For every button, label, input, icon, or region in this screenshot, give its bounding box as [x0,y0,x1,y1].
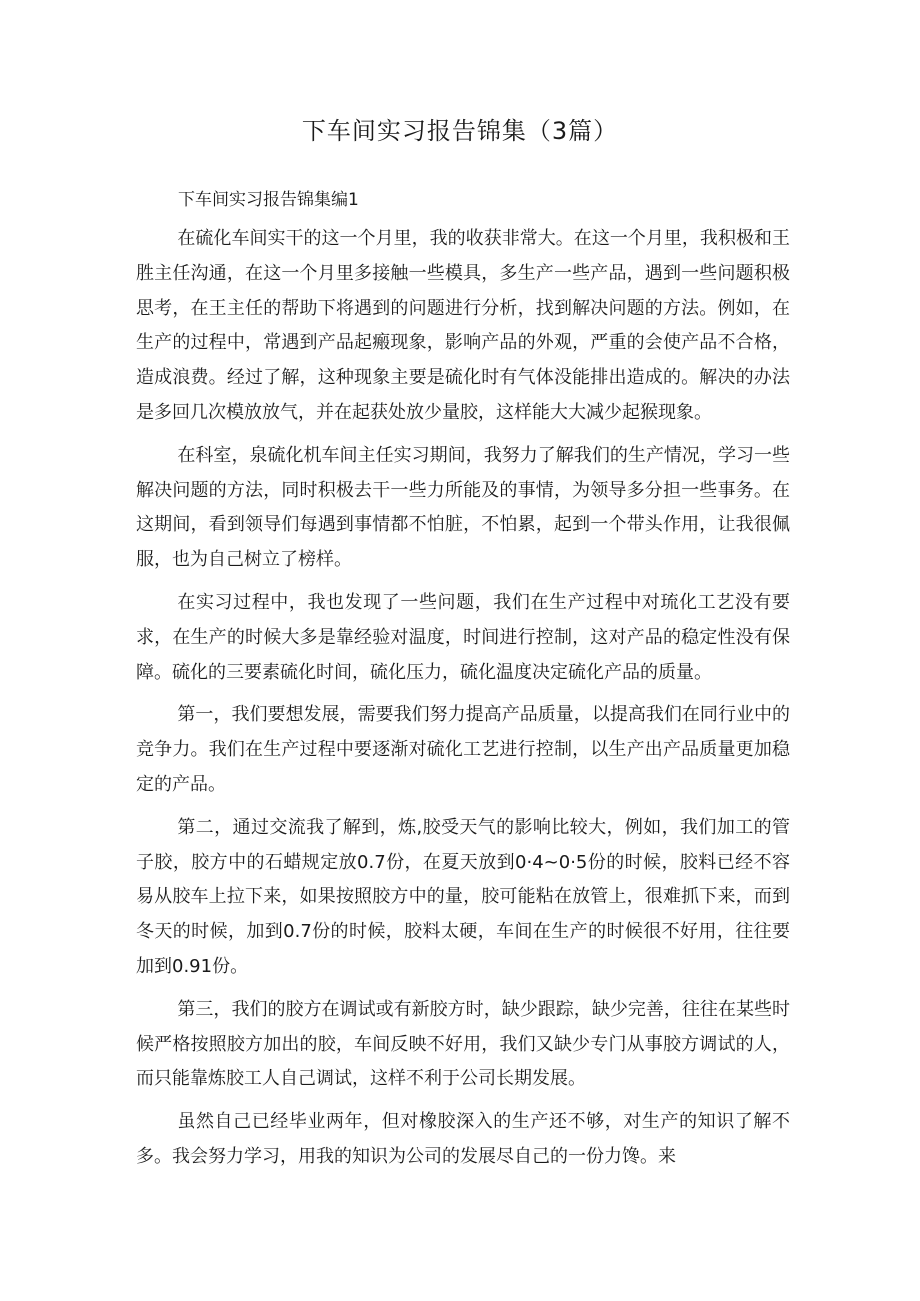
paragraph: 第三，我们的胶方在调试或有新胶方时，缺少跟踪，缺少完善，往往在某些时候严格按照胶方加出的胶，车间反映不好用，我们又缺少专门从事胶方调试的人，而只能靠炼胶工人自己调试，这样不利于公司长期发展。 [136,998,790,1090]
section-subtitle: 下车间实习报告锦集编1 [178,190,359,210]
paragraph: 在硫化车间实干的这一个月里，我的收获非常大。在这一个月里，我积极和王胜主任沟通，在这一个月里多接触一些模具，多生产一些产品，遇到一些问题积极思考，在王主任的帮助下将遇到的问题进行分析，找到解决问题的方法。例如，在生产的过程中，常遇到产品起瘢现象，影响产品的外观，严重的会使产品不合格，造成浪费。经过了解，这种现象主要是硫化时有气体没能排出造成的。解决的办法是多回几次模放放气，并在起获处放少量胶，这样能大大减少起猴现象。 [136,228,790,423]
paragraph: 在实习过程中，我也发现了一些问题，我们在生产过程中对琉化工艺没有要求，在生产的时候大多是靠经验对温度，时间进行控制，这对产品的稳定性没有保障。硫化的三要素硫化时间，硫化压力，硫化温度决定硫化产品的质量。 [136,591,790,683]
paragraph: 虽然自己已经毕业两年，但对橡胶深入的生产还不够，对生产的知识了解不多。我会努力学习，用我的知识为公司的发展尽自己的一份力馋。来 [136,1111,790,1167]
paragraph: 在科室，泉硫化机车间主任实习期间，我努力了解我们的生产情况，学习一些解决问题的方法，同时积极去干一些力所能及的事情，为领导多分担一些事务。在这期间，看到领导们每遇到事情都不怕脏，不怕累，起到一个带头作用，让我很佩服，也为自己树立了榜样。 [136,444,790,571]
paragraph: 第一，我们要想发展，需要我们努力提高产品质量，以提高我们在同行业中的竞争力。我们在生产过程中要逐渐对硫化工艺进行控制，以生产出产品质量更加稳定的产品。 [136,704,790,795]
document-title: 下车间实习报告锦集（3篇） [301,117,619,145]
paragraph: 第二，通过交流我了解到，炼,胶受天气的影响比较大，例如，我们加工的管子胶，胶方中的石蜡规定放0.7份，在夏天放到0·4~0·5份的时候，胶料已经不容易从胶车上拉下来，如果按照胶方中的量，胶可能粘在放管上，很难抓下来，而到冬天的时候，加到0.7份的时候，胶料太硬，车间在生产的时候很不好用，往往要加到0.91份。 [136,816,790,977]
document-body [136,222,790,1183]
